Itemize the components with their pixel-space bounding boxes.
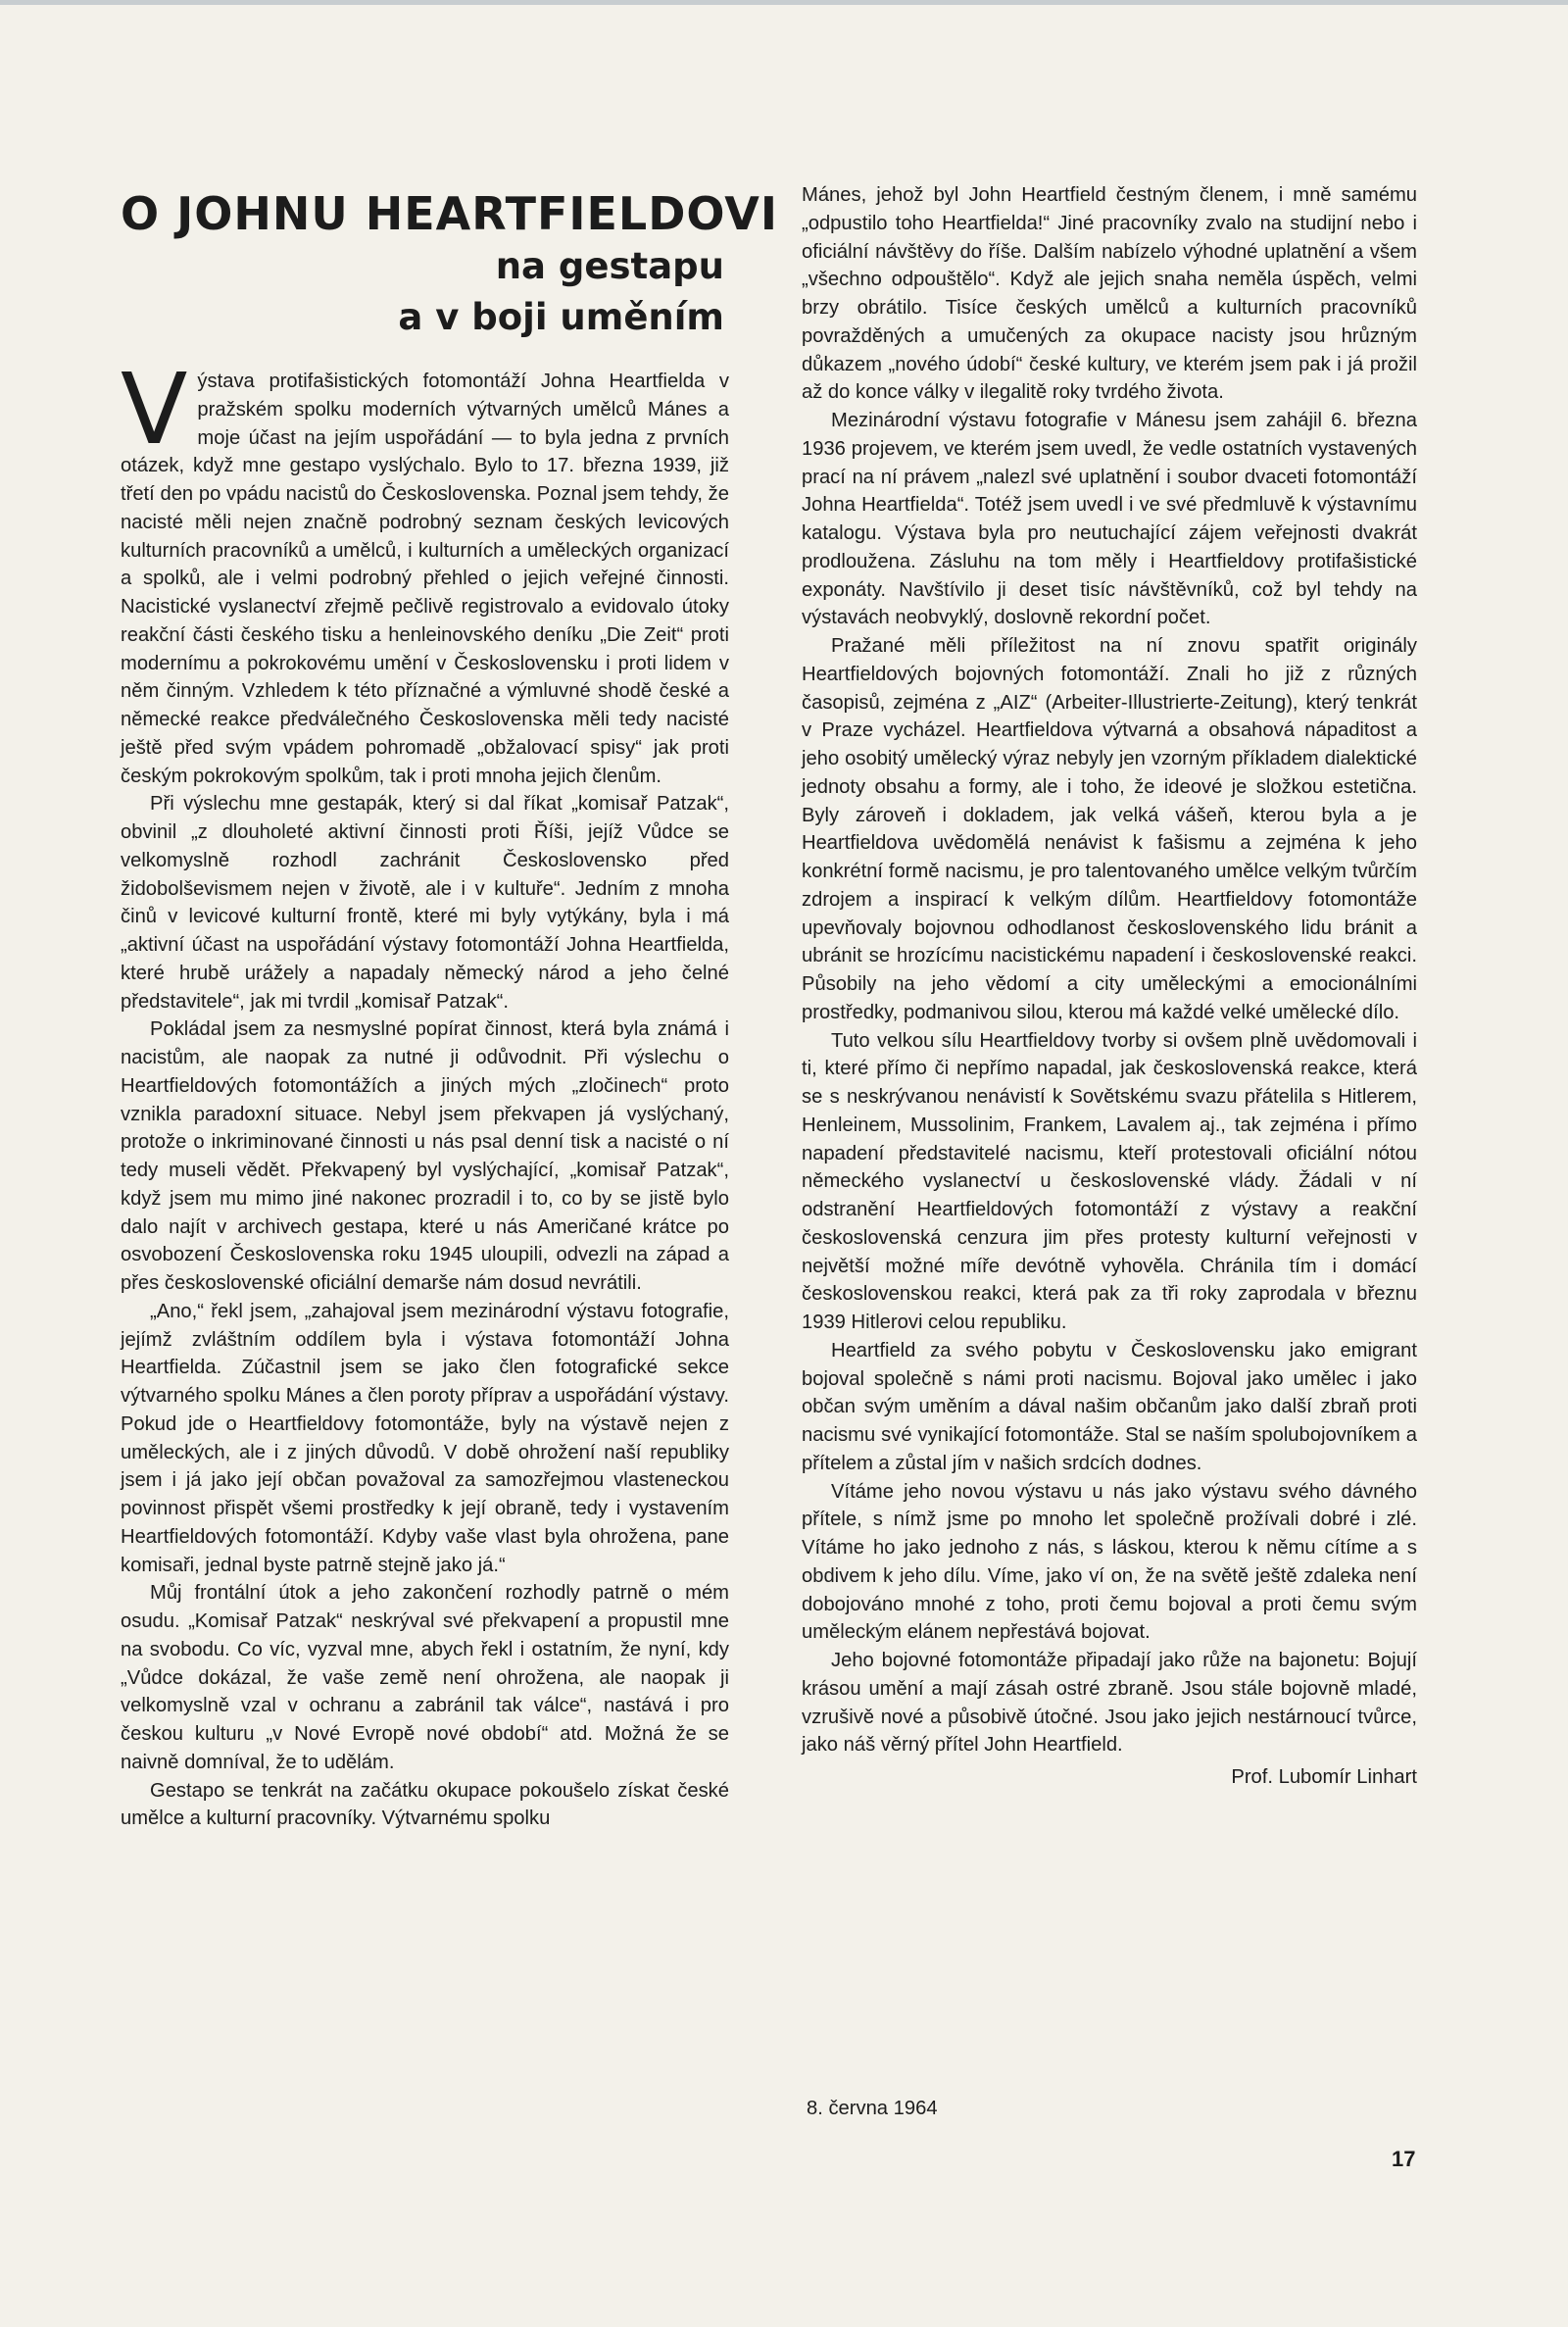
article-date: 8. června 1964 bbox=[807, 2098, 938, 2119]
paragraph: Výstava protifašistických fotomontáží Johna Heartfielda v pražském spolku moderních výtvarných umělců Mánes a moje účast na jejím uspořádání — to byla jedna z prvních otázek, když mne gestapo vyslýchalo. Bylo to 17. března 1939, již třetí den po vpádu nacistů do Československa. Poznal jsem tehdy, že nacisté měli nejen značně podrobný seznam českých levicových kulturních pracovníků a umělců, i kulturních a uměleckých organizací a spolků, ale i velmi podrobný přehled o jejich veřejné činnosti. Nacistické vyslanectví zřejmě pečlivě registrovalo a evidovalo útoky reakční části českého tisku a henleinovského deníku „Die Zeit“ proti modernímu a pokrokovému umění v Československu i proti lidem v něm činným. Vzhledem k této příznačné a výmluvné shodě české a německé reakce předválečného Československa měli tedy nacisté ještě před svým vpádem pohromadě „obžalovací spisy“ jak proti českým pokrokovým spolkům, tak i proti mnoha jejich členům. bbox=[121, 352, 729, 787]
paragraph: Mezinárodní výstavu fotografie v Mánesu jsem zahájil 6. března 1936 projevem, ve kterém jsem uvedl, že vedle ostatních vystavených prací na ní právem „nalezl své uplatnění i soubor dvaceti fotomontáží Johna Heartfielda“. Totéž jsem uvedl i ve své předmluvě k výstavnímu katalogu. Výstava byla pro neutuchající zájem veřejnosti dvakrát prodloužena. Zásluhu na tom měly i Heartfieldovy protifašistické exponáty. Navštívilo ji deset tisíc návštěvníků, což byl tehdy na výstavách neobvyklý, doslovně rekordní počet. bbox=[802, 410, 1417, 629]
title-line-2: na gestapu bbox=[495, 245, 724, 287]
drop-cap: V bbox=[121, 352, 188, 467]
paragraph: Heartfield za svého pobytu v Československu jako emigrant bojoval společně s námi proti nacismu. Bojoval jako umělec i jako občan svým uměním a dával našim občanům jako další zbraň proti nacismu své vynikající fotomontáže. Stal se naším spolubojovníkem a přítelem a zůstal jím v našich srdcích dodnes. bbox=[802, 1339, 1417, 1474]
article-title bbox=[121, 186, 778, 343]
paragraph: Pražané měli příležitost na ní znovu spatřit originály Heartfieldových bojovných fotomontáží. Znali ho již z různých časopisů, zejména z „AIZ“ (Arbeiter-Illustrierte-Zeitung), který tenkrát v Praze vycházel. Heartfieldova výtvarná a obsahová nápaditost a jeho osobitý umělecký výraz nebyly jen vzorným příkladem dialektické jednoty obsahu a formy, ale i toho, že ideové je složkou estetična. Byly zároveň i dokladem, jak velká vášeň, kterou byla a je Heartfieldova uvědomělá nenávist k fašismu a zejména k jeho konkrétní formě nacismu, je pro talentovaného umělce velkým tvůrčím zdrojem a inspirací k velkým dílům. Heartfieldovy fotomontáže upevňovaly bojovnou odhodlanost československého lidu bránit a ubránit se hrozícímu nacistickému napadení i československé reakci. Působily na jeho vědomí a city uměleckými a emocionálními prostředky, podmanivou silou, kterou má každé velké umělecké dílo. bbox=[802, 635, 1417, 1023]
paragraph: Můj frontální útok a jeho zakončení rozhodly patrně o mém osudu. „Komisař Patzak“ neskrýval své překvapení a propustil mne na svobodu. Co víc, vyzval mne, abych řekl i ostatním, že nyní, kdy „Vůdce dokázal, že vaše země není ohrožena, ale naopak ji velkomyslně vzal v ochranu a zabránil tak válce“, nastává i pro českou kulturu „v Nové Evropě nové období“ atd. Možná že se naivně domníval, že to udělám. bbox=[121, 1582, 729, 1773]
paragraph: Tuto velkou sílu Heartfieldovy tvorby si ovšem plně uvědomovali i ti, které přímo či nepřímo napadal, jak československá reakce, která se s neskrývanou nenávistí k Sovětskému svazu přátelila s Hitlerem, Henleinem, Mussolinim, Frankem, Lavalem aj., tak zejména i přímo napadení představitelé nacismu, kteří protestovali oficiální nótou německého vyslanectví u československé vlády. Žádali v ní odstranění Heartfieldových fotomontáží z výstavy a reakční československá cenzura jim přes protesty kulturní veřejnosti v největší možné míře devótně vyhověla. Chránila tím i domácí československou reakci, která pak za tři roky zaprodala v březnu 1939 Hitlerovi celou republiku. bbox=[802, 1029, 1417, 1333]
title-line-3: a v boji uměním bbox=[398, 296, 724, 338]
paragraph: Mánes, jehož byl John Heartfield čestným členem, i mně samému „odpustilo toho Heartfielda!“ Jiné pracovníky zvalo na studijní nebo i oficiální návštěvy do říše. Dalším nabízelo výhodné uplatnění a všem „všechno odpouštělo“. Když ale jejich snaha neměla úspěch, velmi brzy obrátilo. Tisíce českých umělců a kulturních pracovníků povražděných a umučených za okupace nacisty jsou hrůzným důkazem „nového údobí“ české kultury, ve kterém jsem pak i já prožil až do konce války v ilegalitě roky tvrdého života. bbox=[802, 184, 1417, 404]
paragraph: Jeho bojovné fotomontáže připadají jako růže na bajonetu: Bojují krásou umění a mají zásah ostré zbraně. Jsou stále bojovně mladé, vzrušivě nové a působivě útočné. Jsou jako jejich nestárnoucí tvůrce, jako náš věrný přítel John Heartfield. bbox=[802, 1650, 1417, 1757]
page-number: 17 bbox=[1392, 2147, 1416, 2171]
paragraph: Pokládal jsem za nesmyslné popírat činnost, která byla známá i nacistům, ale naopak za nutné ji odůvodnit. Při výslechu o Heartfieldových fotomontážích a jiných mých „zločinech“ proto vznikla paradoxní situace. Nebyl jsem překvapen já vyslýchaný, protože o inkriminované činnosti u nás psal denní tisk a nacisté o ní tedy museli vědět. Překvapený byl vyslýchající, „komisař Patzak“, když jsem mu mimo jiné nakonec prozradil i to, co by se jistě bylo dalo najít v archivech gestapa, které u nás Američané krátce po osvobození Československa roku 1945 uloupili, odvezli na západ a přes československé oficiální demarše nám dosud nevrátili. bbox=[121, 1018, 729, 1294]
paragraph: Gestapo se tenkrát na začátku okupace pokoušelo získat české umělce a kulturní pracovníky. Výtvarnému spolku bbox=[121, 1779, 729, 1830]
paragraph: „Ano,“ řekl jsem, „zahajoval jsem mezinárodní výstavu fotografie, jejímž zvláštním oddílem byla i výstava fotomontáží Johna Heartfielda. Zúčastnil jsem se jako člen fotografické sekce výtvarného spolku Mánes a člen poroty příprav a uspořádání výstavy. Pokud jde o Heartfieldovy fotomontáže, byly na výstavě nejen z uměleckých, ale i z jiných důvodů. V době ohrožení naší republiky jsem i já jako její občan považoval za samozřejmou vlasteneckou povinnost přispět všemi prostředky k její obraně, tedy i vystavením Heartfieldových fotomontáží. Kdyby vaše vlast byla ohrožena, pane komisaři, jednal byste patrně stejně jako já.“ bbox=[121, 1300, 729, 1576]
paragraph: Při výslechu mne gestapák, který si dal říkat „komisař Patzak“, obvinil „z dlouholeté aktivní činnosti proti Říši, jejíž Vůdce se velkomyslně rozhodl zachránit Československo před židobolševismem nejen v životě, ale i v kultuře“. Jedním z mnoha činů v levicové kulturní frontě, které mi byly vytýkány, byla i má „aktivní účast na uspořádání výstavy fotomontáží Johna Heartfielda, které hrubě urážely a napadaly německý národ a jeho čelné představitele“, jak mi tvrdil „komisař Patzak“. bbox=[121, 793, 729, 1013]
title-line-1: O JOHNU HEARTFIELDOVI bbox=[121, 187, 778, 240]
paragraph: Vítáme jeho novou výstavu u nás jako výstavu svého dávného přítele, s nímž jsme po mnoho let společně prožívali dobré i zlé. Vítáme ho jako jednoho z nás, s láskou, kterou k němu cítíme a s obdivem k jeho dílu. Víme, jako ví on, že na světě ještě zdaleka není dobojováno mnohé z toho, proti čemu bojoval a proti čemu svým uměleckým elánem nepřestává bojovat. bbox=[802, 1480, 1417, 1644]
author-signature: Prof. Lubomír Linhart bbox=[1231, 1766, 1417, 1788]
right-column bbox=[802, 181, 1417, 1792]
top-edge-band bbox=[0, 0, 1568, 5]
left-column bbox=[121, 352, 729, 1833]
